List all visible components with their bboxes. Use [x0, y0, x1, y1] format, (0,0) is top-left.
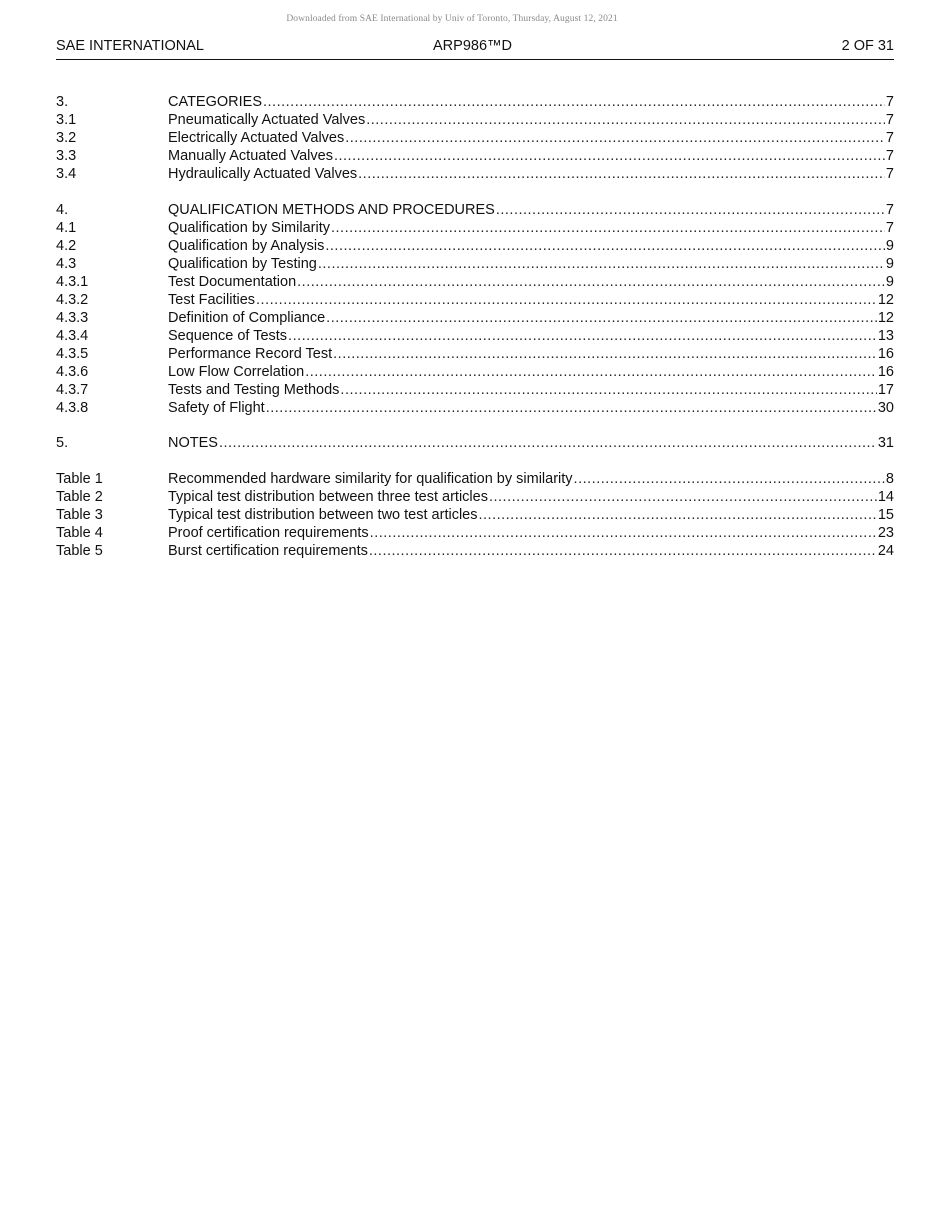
toc-entry[interactable] [56, 381, 894, 399]
toc-entry[interactable] [56, 506, 894, 524]
toc-entry-title: Manually Actuated Valves [168, 148, 333, 164]
toc-entry-number: 4.3.4 [56, 327, 89, 344]
toc-entry-page: 9 [885, 255, 894, 272]
toc-entry-title: QUALIFICATION METHODS AND PROCEDURES [168, 201, 495, 218]
toc-entry-number: 3.2 [56, 130, 77, 146]
toc-entry[interactable] [56, 327, 894, 345]
toc-entry-title: Test Facilities [168, 291, 256, 308]
toc-entry-number: 3.4 [56, 166, 77, 182]
toc-entry-page: 12 [877, 309, 894, 326]
toc-entry-line [168, 309, 894, 327]
publisher-name: SAE INTERNATIONAL [56, 38, 204, 54]
toc-entry-number: Table 5 [56, 542, 103, 559]
toc-entry-title: Typical test distribution between two test articles [168, 506, 478, 523]
toc-entry-number: 4.3.5 [56, 345, 89, 362]
toc-entry-number: 3.3 [56, 148, 77, 164]
toc-entry-line [168, 363, 894, 381]
toc-entry-page: 7 [885, 112, 894, 128]
toc-entry[interactable] [56, 488, 894, 506]
toc-entry[interactable] [56, 524, 894, 542]
toc-entry-number: 4.3.3 [56, 309, 89, 326]
toc-entry-page: 14 [877, 488, 894, 505]
toc-entry[interactable] [56, 470, 894, 488]
toc-entry-page: 16 [877, 345, 894, 362]
toc-dot-leader [496, 201, 885, 219]
toc-entry-number: 4.3.6 [56, 363, 89, 380]
toc-dot-leader [288, 327, 877, 345]
toc-dot-leader [340, 381, 876, 399]
toc-entry[interactable] [56, 237, 894, 255]
toc-dot-leader [366, 111, 885, 129]
toc-entry-page: 7 [885, 130, 894, 146]
toc-dot-leader [358, 165, 885, 183]
toc-entry-line [168, 381, 894, 399]
download-notice: Downloaded from SAE International by Univ of Toronto, Thursday, August 12, 2021 [286, 14, 618, 24]
toc-entry-title: Safety of Flight [168, 399, 265, 416]
toc-dot-leader [256, 291, 877, 309]
toc-entry-title: Qualification by Analysis [168, 237, 325, 254]
toc-dot-leader [478, 506, 876, 524]
toc-entry-number: 4.3.1 [56, 273, 89, 290]
toc-entry-line [168, 147, 894, 165]
toc-dot-leader [345, 129, 885, 147]
toc-entry[interactable] [56, 273, 894, 291]
toc-group [56, 93, 894, 183]
toc-entry-title: Qualification by Similarity [168, 219, 330, 236]
toc-entry-title: Hydraulically Actuated Valves [168, 166, 358, 182]
toc-entry-line [168, 524, 894, 542]
toc-entry-title: Low Flow Correlation [168, 363, 305, 380]
toc-dot-leader [325, 237, 885, 255]
toc-entry-title: Electrically Actuated Valves [168, 130, 345, 146]
document-number: ARP986™D [433, 38, 512, 54]
toc-entry-title: Tests and Testing Methods [168, 381, 340, 398]
toc-entry-line [168, 129, 894, 147]
toc-group [56, 201, 894, 417]
toc-dot-leader [297, 273, 885, 291]
toc-entry-line [168, 219, 894, 237]
toc-entry-line [168, 237, 894, 255]
toc-dot-leader [219, 434, 877, 452]
toc-entry-line [168, 201, 894, 219]
toc-entry-number: 4.3.8 [56, 399, 89, 416]
toc-entry[interactable] [56, 93, 894, 111]
toc-entry-line [168, 93, 894, 111]
toc-dot-leader [370, 524, 877, 542]
toc-entry-number: 3. [56, 94, 69, 110]
toc-entry-page: 8 [885, 470, 894, 487]
page-number: 2 OF 31 [841, 38, 894, 54]
toc-dot-leader [266, 399, 877, 417]
toc-entry-number: 4.2 [56, 237, 77, 254]
toc-entry-title: Sequence of Tests [168, 327, 288, 344]
toc-entry-title: Performance Record Test [168, 345, 333, 362]
toc-entry-title: Pneumatically Actuated Valves [168, 112, 366, 128]
toc-entry-page: 7 [885, 201, 894, 218]
toc-entry-number: Table 2 [56, 488, 103, 505]
toc-entry-page: 12 [877, 291, 894, 308]
toc-entry-page: 7 [885, 219, 894, 236]
toc-entry-page: 15 [877, 506, 894, 523]
toc-entry-title: CATEGORIES [168, 94, 262, 110]
toc-entry-page: 16 [877, 363, 894, 380]
toc-entry[interactable] [56, 129, 894, 147]
toc-entry-title: Recommended hardware similarity for qualification by similarity [168, 470, 573, 487]
toc-entry-line [168, 399, 894, 417]
toc-entry-number: Table 4 [56, 524, 103, 541]
toc-entry-number: 4.3.2 [56, 291, 89, 308]
toc-entry-number: Table 1 [56, 470, 103, 487]
toc-entry[interactable] [56, 219, 894, 237]
toc-entry-number: 4. [56, 201, 69, 218]
toc-entry-page: 7 [885, 148, 894, 164]
toc-entry[interactable] [56, 345, 894, 363]
toc-entry-title: Proof certification requirements [168, 524, 369, 541]
toc-entry[interactable] [56, 309, 894, 327]
toc-entry[interactable] [56, 255, 894, 273]
toc-dot-leader [318, 255, 885, 273]
toc-entry-line [168, 255, 894, 273]
toc-entry-line [168, 542, 894, 560]
toc-dot-leader [489, 488, 877, 506]
toc-dot-leader [333, 345, 877, 363]
toc-entry[interactable] [56, 147, 894, 165]
toc-entry-page: 7 [885, 94, 894, 110]
toc-entry-page: 23 [877, 524, 894, 541]
toc-entry-title: NOTES [168, 435, 218, 451]
toc-entry-number: 4.3.7 [56, 381, 89, 398]
toc-entry-title: Qualification by Testing [168, 255, 317, 272]
toc-entry-title: Burst certification requirements [168, 542, 368, 559]
toc-entry[interactable] [56, 291, 894, 309]
toc-dot-leader [334, 147, 885, 165]
toc-dot-leader [263, 93, 885, 111]
toc-entry[interactable] [56, 542, 894, 560]
toc-entry-page: 31 [877, 435, 894, 451]
toc-entry-line [168, 327, 894, 345]
toc-entry-line [168, 506, 894, 524]
toc-entry-title: Definition of Compliance [168, 309, 326, 326]
toc-entry-page: 9 [885, 273, 894, 290]
toc-entry-line [168, 291, 894, 309]
toc-dot-leader [305, 363, 877, 381]
toc-dot-leader [331, 219, 885, 237]
toc-entry-line [168, 111, 894, 129]
toc-entry[interactable] [56, 399, 894, 417]
toc-dot-leader [574, 470, 885, 488]
toc-dot-leader [369, 542, 877, 560]
toc-entry-line [168, 470, 894, 488]
toc-entry-number: 3.1 [56, 112, 77, 128]
toc-entry[interactable] [56, 165, 894, 183]
toc-entry-line [168, 273, 894, 291]
table-of-contents [56, 93, 894, 577]
toc-entry-page: 30 [877, 399, 894, 416]
toc-entry-page: 17 [877, 381, 894, 398]
toc-entry[interactable] [56, 434, 894, 452]
toc-entry-line [168, 488, 894, 506]
toc-group [56, 434, 894, 452]
toc-entry-number: 4.3 [56, 255, 77, 272]
toc-entry[interactable] [56, 201, 894, 219]
toc-entry-number: Table 3 [56, 506, 103, 523]
toc-group [56, 470, 894, 560]
toc-entry-page: 7 [885, 166, 894, 182]
toc-entry-line [168, 165, 894, 183]
toc-dot-leader [326, 309, 877, 327]
toc-entry-page: 9 [885, 237, 894, 254]
toc-entry-line [168, 434, 894, 452]
toc-entry[interactable] [56, 363, 894, 381]
toc-entry[interactable] [56, 111, 894, 129]
page-header [56, 38, 894, 60]
toc-entry-number: 5. [56, 435, 69, 451]
toc-entry-page: 13 [877, 327, 894, 344]
toc-entry-title: Typical test distribution between three test articles [168, 488, 488, 505]
toc-entry-page: 24 [877, 542, 894, 559]
toc-entry-line [168, 345, 894, 363]
toc-entry-number: 4.1 [56, 219, 77, 236]
toc-entry-title: Test Documentation [168, 273, 297, 290]
